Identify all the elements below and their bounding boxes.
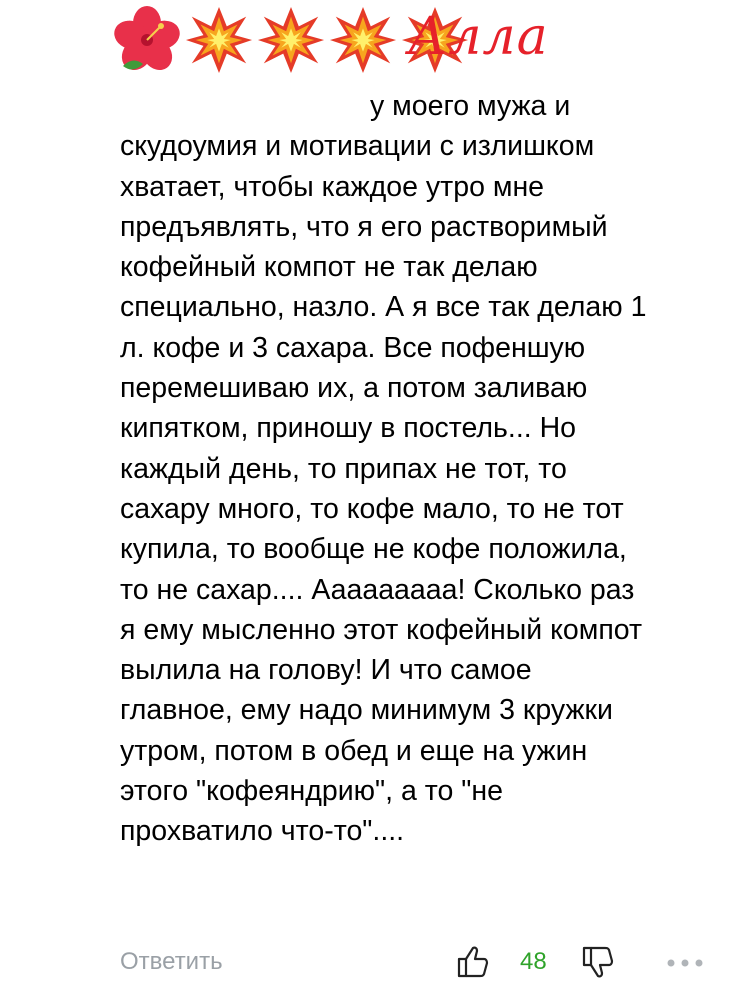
like-count: 48: [520, 948, 547, 975]
thumbs-up-icon[interactable]: [455, 944, 491, 980]
explosion-icon: [328, 4, 398, 76]
author-name[interactable]: Алла: [408, 7, 549, 67]
reply-button[interactable]: Ответить: [120, 948, 223, 975]
comment-footer: [120, 938, 720, 988]
comment-text: [120, 86, 720, 852]
comment-header: [108, 0, 728, 82]
explosion-icon: [256, 4, 326, 76]
explosion-icon: [184, 4, 254, 76]
comment-body: скудоумия и мотивации с излишком хватает, чтобы каждое утро мне предъявлять, что я его растворимый кофейный компот не так делаю специально, назло. А я все так делаю 1 л. кофе и 3 сахара. Все пофеншую перемешиваю их, а потом заливаю кипятком, приношу в постель... Но каждый день, то припах не тот, то сахару много, то кофе мало, то не тот купила, то вообще не кофе положила, то не сахар.... Ааааааааа! Сколько раз я ему мысленно этот кофейный компот вылила на голову! И что самое главное, ему надо минимум 3 кружки утром, потом в обед и еще на ужин этого "кофеяндрию", а то "не прохватило что-то"....: [120, 130, 647, 848]
hibiscus-icon: [112, 2, 182, 78]
comment-first-line: у моего мужа и: [370, 90, 571, 122]
more-dots-icon[interactable]: [665, 958, 705, 968]
thumbs-down-icon[interactable]: [580, 944, 616, 980]
